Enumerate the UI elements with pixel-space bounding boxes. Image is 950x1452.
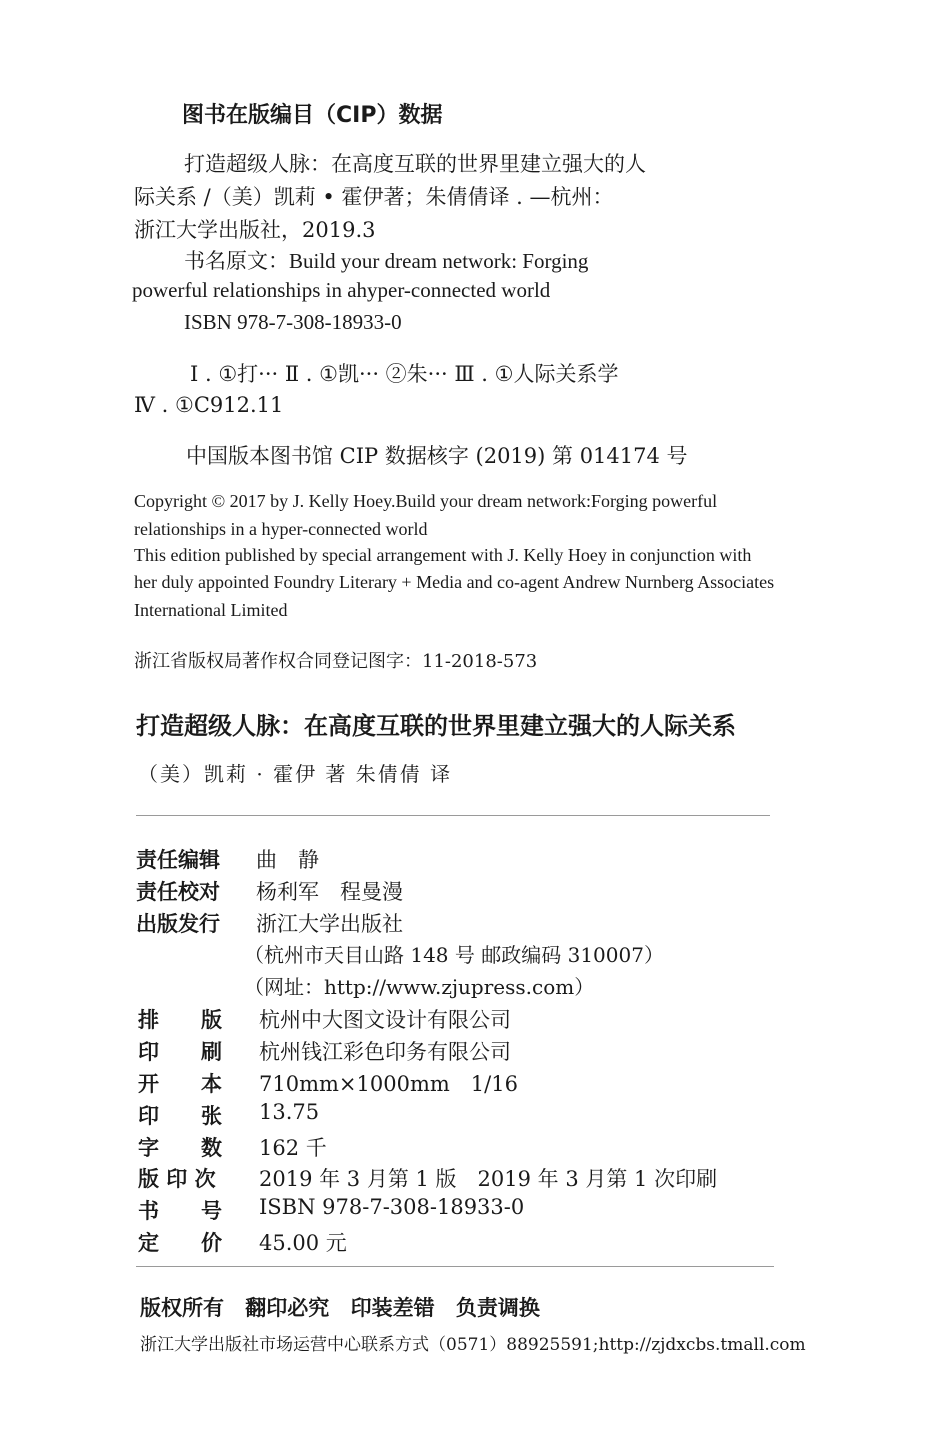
copyright-line-2: relationships in a hyper-connected world (134, 519, 428, 539)
spec-value-typesetting: 杭州中大图文设计有限公司 (259, 1008, 511, 1032)
spec-value-price: 45.00 元 (259, 1231, 347, 1255)
staff-value-proofreader: 杨利军 程曼漫 (256, 880, 403, 904)
spec-label-typesetting: 排 版 (138, 1008, 222, 1032)
cip-title-line-2: 际关系 /（美）凯莉 • 霍伊著；朱倩倩译 . —杭州： (134, 185, 614, 209)
cip-title-line-1: 打造超级人脉：在高度互联的世界里建立强大的人 (184, 152, 646, 176)
staff-value-editor: 曲 静 (256, 848, 319, 872)
spec-value-wordcount: 162 千 (259, 1136, 327, 1160)
spec-label-printing: 印 刷 (138, 1040, 222, 1064)
copyright-registration: 浙江省版权局著作权合同登记图字：11-2018-573 (134, 651, 538, 672)
spec-value-edition: 2019 年 3 月第 1 版 2019 年 3 月第 1 次印刷 (259, 1167, 718, 1191)
copyright-line-5: International Limited (134, 600, 288, 620)
rights-notice: 版权所有 翻印必究 印装差错 负责调换 (140, 1296, 540, 1320)
staff-label-editor: 责任编辑 (136, 848, 220, 872)
cip-isbn: ISBN 978-7-308-18933-0 (184, 310, 402, 334)
cip-heading: 图书在版编目（CIP）数据 (182, 103, 443, 128)
copyright-line-1: Copyright © 2017 by J. Kelly Hoey.Build your dream network:Forging powerful (134, 491, 718, 511)
copyright-line-3: This edition published by special arrangement with J. Kelly Hoey in conjunction with (134, 545, 752, 565)
spec-value-sheets: 13.75 (259, 1100, 320, 1124)
publisher-website: （网址：http://www.zjupress.com） (244, 975, 595, 999)
cip-classification-2: Ⅳ . ①C912.11 (134, 393, 284, 417)
cip-original-title-2: powerful relationships in ahyper-connected world (132, 278, 551, 302)
divider-bottom (136, 1266, 774, 1267)
spec-label-format: 开 本 (138, 1072, 222, 1096)
contact-line: 浙江大学出版社市场运营中心联系方式（0571）88925591;http://zjdxcbs.tmall.com (140, 1335, 806, 1355)
spec-label-isbn: 书 号 (138, 1199, 222, 1223)
spec-label-edition: 版 印 次 (138, 1167, 216, 1191)
staff-value-publisher: 浙江大学出版社 (256, 912, 403, 936)
cip-original-title-1: 书名原文：Build your dream network: Forging (184, 249, 589, 273)
book-authors: （美）凯莉 · 霍伊 著 朱倩倩 译 (138, 762, 453, 786)
divider-top (136, 815, 770, 816)
book-title: 打造超级人脉：在高度互联的世界里建立强大的人际关系 (136, 712, 736, 740)
spec-label-wordcount: 字 数 (138, 1136, 222, 1160)
copyright-line-4: her duly appointed Foundry Literary + Media and co-agent Andrew Nurnberg Associates (134, 572, 775, 592)
spec-label-sheets: 印 张 (138, 1104, 222, 1128)
staff-label-proofreader: 责任校对 (136, 880, 220, 904)
cip-classification-1: Ⅰ . ①打··· Ⅱ . ①凯··· ②朱··· Ⅲ . ①人际关系学 (190, 362, 619, 386)
spec-value-printing: 杭州钱江彩色印务有限公司 (259, 1040, 511, 1064)
cip-title-line-3: 浙江大学出版社，2019.3 (134, 218, 376, 242)
spec-value-isbn: ISBN 978-7-308-18933-0 (259, 1195, 525, 1219)
spec-value-format: 710mm×1000mm 1/16 (259, 1072, 518, 1096)
spec-label-price: 定 价 (138, 1231, 222, 1255)
cip-record-number: 中国版本图书馆 CIP 数据核字 (2019) 第 014174 号 (186, 444, 688, 468)
staff-label-publisher: 出版发行 (136, 912, 220, 936)
publisher-address: （杭州市天目山路 148 号 邮政编码 310007） (244, 943, 664, 967)
